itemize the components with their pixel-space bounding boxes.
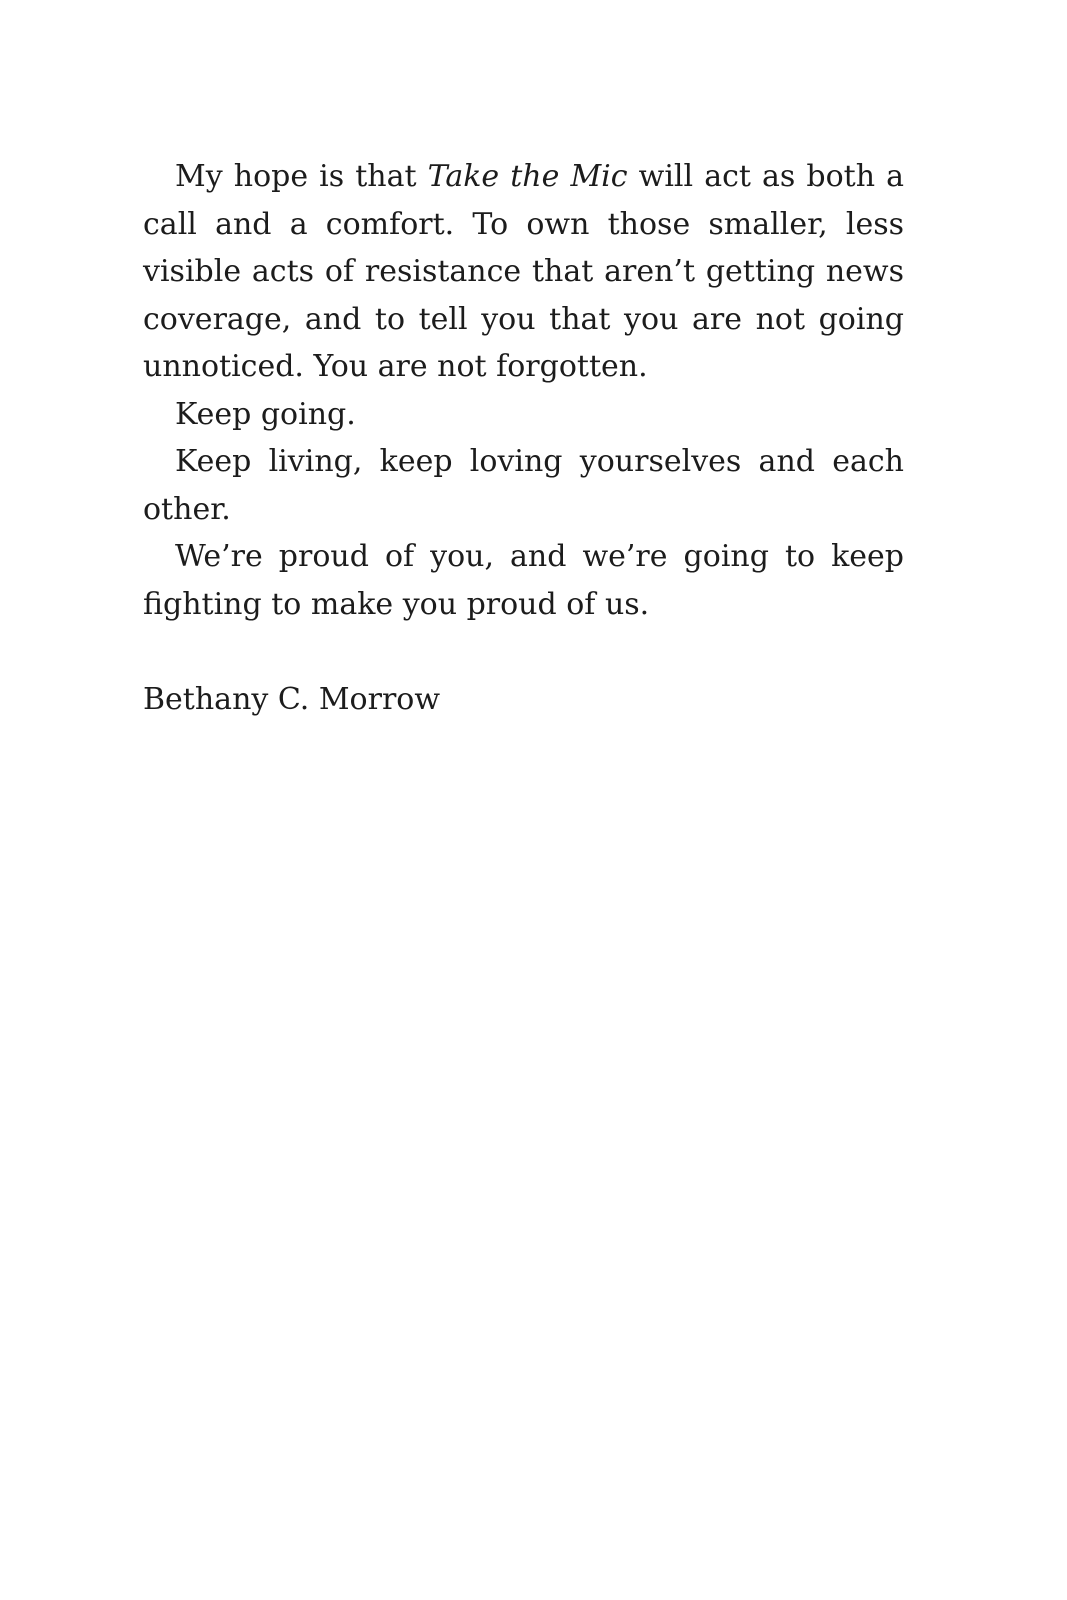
- author-signature: Bethany C. Morrow: [143, 682, 441, 717]
- paragraph-keep-going: Keep going.: [175, 396, 356, 432]
- paragraph-proud: We’re proud of you, and we’re going to keep fighting to make you proud of us.: [143, 539, 904, 622]
- body-text: [143, 153, 904, 724]
- paragraph-hope-lead: My hope is that: [175, 159, 428, 194]
- paragraph-hope-rest: will act as both a call and a comfort. To own those smaller, less visible acts of resistance that aren’t getting news coverage, and to tell you that you are not going unnoticed. You are not forgotten.: [143, 159, 905, 384]
- paragraph-hope: [143, 153, 904, 391]
- paragraph-keep-living: Keep living, keep loving yourselves and each other.: [143, 444, 904, 527]
- book-title: Take the Mic: [427, 159, 628, 194]
